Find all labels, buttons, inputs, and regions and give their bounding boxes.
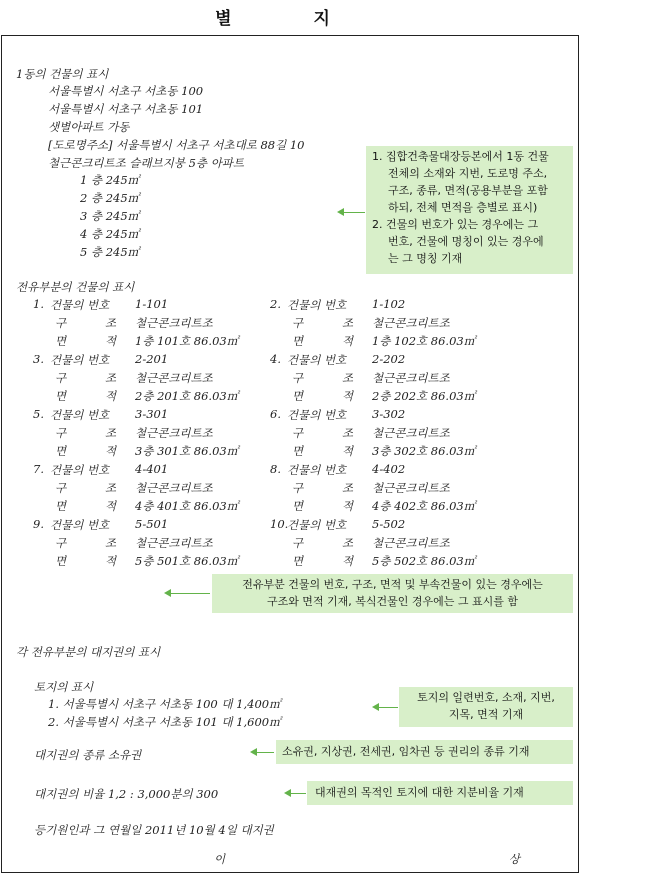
note-line: 전체의 소재와 지번, 도로명 주소, xyxy=(388,167,548,180)
unit-structure-label: 조 xyxy=(342,371,354,385)
registration-cause: 등기원인과 그 연월일 2011년 10월 4일 대지권 xyxy=(34,823,274,837)
arrow-icon xyxy=(170,593,210,594)
note-line: 토지의 일련번호, 소재, 지번, xyxy=(417,691,555,704)
building-address-1: 서울특별시 서초구 서초동 100 xyxy=(48,84,204,98)
unit-structure: 철근콘크리트조 xyxy=(135,371,213,385)
note-line: 지목, 면적 기재 xyxy=(448,708,524,721)
unit-number-label: 건물의 번호 xyxy=(50,518,110,532)
unit-area: 4층 401호 86.03㎡ xyxy=(135,499,239,513)
unit-structure-label: 조 xyxy=(105,536,117,550)
unit-structure-label: 구 xyxy=(292,481,304,495)
note-right-type: 소유권, 지상권, 전세권, 임차권 등 권리의 종류 기재 xyxy=(276,740,573,764)
unit-index: 5. xyxy=(33,407,44,421)
unit-number: 5-501 xyxy=(135,517,169,531)
unit-area: 2층 202호 86.03㎡ xyxy=(372,389,476,403)
unit-structure-label: 구 xyxy=(55,536,67,550)
unit-structure-label: 조 xyxy=(342,536,354,550)
unit-number-label: 건물의 번호 xyxy=(50,353,110,367)
unit-number: 4-401 xyxy=(135,462,169,476)
arrow-icon xyxy=(290,793,306,794)
unit-structure: 철근콘크리트조 xyxy=(372,371,450,385)
land-item-1: 1. 서울특별시 서초구 서초동 100 대 1,400㎡ xyxy=(48,697,281,711)
floor-area: 2 층 245㎡ xyxy=(80,191,140,205)
right-type: 대지권의 종류 소유권 xyxy=(34,748,142,762)
unit-number-label: 건물의 번호 xyxy=(287,353,347,367)
land-header: 토지의 표시 xyxy=(34,680,94,694)
unit-area: 2층 201호 86.03㎡ xyxy=(135,389,239,403)
unit-structure-label: 조 xyxy=(342,481,354,495)
unit-area: 4층 402호 86.03㎡ xyxy=(372,499,476,513)
unit-structure-label: 구 xyxy=(292,371,304,385)
unit-area-label: 적 xyxy=(105,554,117,568)
unit-area-label: 적 xyxy=(105,499,117,513)
unit-index: 3. xyxy=(33,352,44,366)
note-line: 번호, 건물에 명칭이 있는 경우에 xyxy=(388,235,544,248)
unit-index: 1. xyxy=(33,297,44,311)
unit-number-label: 건물의 번호 xyxy=(50,463,110,477)
arrow-icon xyxy=(256,752,274,753)
unit-number: 2-202 xyxy=(372,352,406,366)
note-unit-description xyxy=(212,574,573,613)
unit-area-label: 적 xyxy=(342,554,354,568)
unit-index: 4. xyxy=(270,352,281,366)
units-header: 전유부분의 건물의 표시 xyxy=(16,280,135,294)
unit-structure: 철근콘크리트조 xyxy=(135,426,213,440)
floor-area: 5 층 245㎡ xyxy=(80,245,140,259)
unit-number-label: 건물의 번호 xyxy=(287,463,347,477)
unit-area-label: 면 xyxy=(292,554,304,568)
unit-area-label: 적 xyxy=(105,334,117,348)
note-line: 구조와 면적 기재, 복식건물인 경우에는 그 표시를 함 xyxy=(266,595,519,608)
unit-index: 10. xyxy=(270,517,289,531)
unit-area-label: 면 xyxy=(55,389,67,403)
unit-number: 3-302 xyxy=(372,407,406,421)
note-line: 2. 건물의 번호가 있는 경우에는 그 xyxy=(372,218,539,231)
unit-area: 1층 102호 86.03㎡ xyxy=(372,334,476,348)
unit-structure-label: 구 xyxy=(292,426,304,440)
unit-number-label: 건물의 번호 xyxy=(287,518,347,532)
unit-area-label: 적 xyxy=(342,499,354,513)
unit-structure-label: 구 xyxy=(55,371,67,385)
arrow-icon xyxy=(343,212,365,213)
arrow-icon xyxy=(378,707,398,708)
unit-area: 5층 501호 86.03㎡ xyxy=(135,554,239,568)
unit-area-label: 적 xyxy=(105,389,117,403)
floor-area: 4 층 245㎡ xyxy=(80,227,140,241)
unit-area-label: 면 xyxy=(55,499,67,513)
unit-number: 1-102 xyxy=(372,297,406,311)
building-structure: 철근콘크리트조 슬래브지붕 5층 아파트 xyxy=(48,156,245,170)
unit-structure-label: 조 xyxy=(105,371,117,385)
unit-number-label: 건물의 번호 xyxy=(287,298,347,312)
unit-area-label: 적 xyxy=(342,334,354,348)
unit-area-label: 적 xyxy=(342,389,354,403)
unit-area-label: 면 xyxy=(292,389,304,403)
unit-structure: 철근콘크리트조 xyxy=(135,316,213,330)
note-line: 구조, 종류, 면적(공용부분을 포함 xyxy=(388,184,548,197)
unit-structure: 철근콘크리트조 xyxy=(372,426,450,440)
unit-area-label: 적 xyxy=(342,444,354,458)
unit-structure-label: 구 xyxy=(55,316,67,330)
note-line: 는 그 명칭 기재 xyxy=(388,252,463,265)
unit-number: 2-201 xyxy=(135,352,169,366)
building-header: 1동의 건물의 표시 xyxy=(16,67,109,81)
unit-structure-label: 구 xyxy=(292,536,304,550)
note-line: 전유부분 건물의 번호, 구조, 면적 및 부속건물이 있는 경우에는 xyxy=(242,578,543,591)
unit-index: 9. xyxy=(33,517,44,531)
unit-structure: 철근콘크리트조 xyxy=(135,481,213,495)
unit-number: 3-301 xyxy=(135,407,169,421)
unit-index: 8. xyxy=(270,462,281,476)
unit-area: 5층 502호 86.03㎡ xyxy=(372,554,476,568)
unit-area-label: 면 xyxy=(292,334,304,348)
land-item-2: 2. 서울특별시 서초구 서초동 101 대 1,600㎡ xyxy=(48,715,281,729)
building-name: 샛별아파트 가동 xyxy=(48,120,130,134)
road-address: [도로명주소] 서울특별시 서초구 서초대로 88길 10 xyxy=(48,138,305,152)
unit-structure-label: 조 xyxy=(105,316,117,330)
unit-index: 6. xyxy=(270,407,281,421)
unit-number: 1-101 xyxy=(135,297,169,311)
end-mark: 이 상 xyxy=(214,852,660,866)
unit-area-label: 면 xyxy=(55,334,67,348)
unit-area-label: 면 xyxy=(55,554,67,568)
note-line: 하되, 전체 면적을 층별로 표시) xyxy=(388,201,538,214)
unit-structure: 철근콘크리트조 xyxy=(372,316,450,330)
unit-structure-label: 구 xyxy=(55,426,67,440)
unit-number-label: 건물의 번호 xyxy=(50,408,110,422)
note-ratio: 대재권의 목적인 토지에 대한 지분비율 기재 xyxy=(307,781,573,805)
note-building-description xyxy=(366,146,573,274)
unit-structure-label: 조 xyxy=(342,426,354,440)
unit-structure-label: 구 xyxy=(292,316,304,330)
floor-area: 3 층 245㎡ xyxy=(80,209,140,223)
unit-structure: 철근콘크리트조 xyxy=(135,536,213,550)
land-right-ratio: 대지권의 비율 1,2 : 3,000분의 300 xyxy=(34,787,219,801)
note-land-description xyxy=(399,687,573,727)
unit-structure-label: 조 xyxy=(342,316,354,330)
unit-number: 4-402 xyxy=(372,462,406,476)
unit-index: 7. xyxy=(33,462,44,476)
unit-number-label: 건물의 번호 xyxy=(287,408,347,422)
unit-structure-label: 조 xyxy=(105,426,117,440)
unit-area-label: 면 xyxy=(55,444,67,458)
unit-area: 3층 301호 86.03㎡ xyxy=(135,444,239,458)
unit-structure-label: 조 xyxy=(105,481,117,495)
unit-structure: 철근콘크리트조 xyxy=(372,536,450,550)
floor-area: 1 층 245㎡ xyxy=(80,173,140,187)
unit-area-label: 면 xyxy=(292,499,304,513)
unit-area: 3층 302호 86.03㎡ xyxy=(372,444,476,458)
unit-area-label: 적 xyxy=(105,444,117,458)
unit-area-label: 면 xyxy=(292,444,304,458)
page-title: 별 지 xyxy=(215,9,368,29)
unit-structure: 철근콘크리트조 xyxy=(372,481,450,495)
note-line: 1. 집합건축물대장등본에서 1동 건물 xyxy=(372,150,549,163)
unit-area: 1층 101호 86.03㎡ xyxy=(135,334,239,348)
unit-number: 5-502 xyxy=(372,517,406,531)
unit-number-label: 건물의 번호 xyxy=(50,298,110,312)
building-address-2: 서울특별시 서초구 서초동 101 xyxy=(48,102,204,116)
unit-index: 2. xyxy=(270,297,281,311)
land-rights-header: 각 전유부분의 대지권의 표시 xyxy=(16,645,161,659)
unit-structure-label: 구 xyxy=(55,481,67,495)
